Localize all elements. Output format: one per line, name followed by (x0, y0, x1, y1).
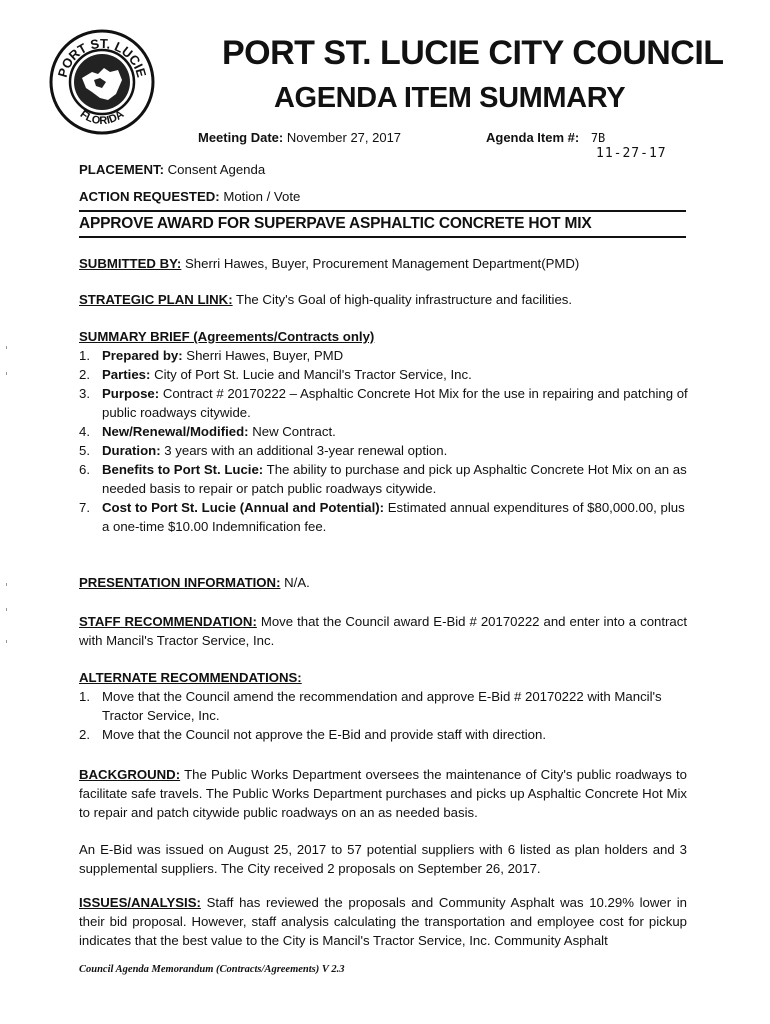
staff-recommendation-label: STAFF RECOMMENDATION: (79, 614, 257, 629)
summary-item-number: 7. (79, 500, 90, 515)
document-footer: Council Agenda Memorandum (Contracts/Agreements) V 2.3 (79, 964, 345, 975)
city-seal-logo (48, 28, 156, 136)
placement-label: PLACEMENT: (79, 162, 164, 177)
background-value: The Public Works Department oversees the maintenance of City's public roadways to facilitate safe travels. The Public Works Department purchases and picks up Asphaltic Concrete Hot Mix to repair and patch citywide public roadways on an as needed basis. (79, 767, 687, 820)
summary-item-5 (79, 441, 689, 460)
summary-heading (79, 327, 374, 346)
alternate-item-1 (79, 687, 689, 725)
alternate-item-text: Move that the Council not approve the E-Bid and provide staff with direction. (102, 727, 546, 742)
presentation-value: N/A. (284, 575, 310, 590)
summary-item-text: 3 years with an additional 3-year renewal option. (164, 443, 448, 458)
agenda-item-label: Agenda Item #: (486, 130, 580, 145)
issues-analysis-label: ISSUES/ANALYSIS: (79, 895, 201, 910)
strategic-plan-label: STRATEGIC PLAN LINK: (79, 292, 233, 307)
summary-item-number: 3. (79, 386, 90, 401)
summary-item-label: Benefits to Port St. Lucie: (102, 462, 264, 477)
issues-analysis-value: Staff has reviewed the proposals and Community Asphalt was 10.29% lower in their bid proposal. However, staff analysis calculating the transportation and employee cost for pickup indicates that the best value to the City is Mancil's Tractor Service, Inc. Community Asphalt (79, 895, 688, 948)
action-label: ACTION REQUESTED: (79, 189, 220, 204)
meeting-date-label: Meeting Date: (198, 130, 284, 145)
meeting-date (198, 130, 401, 145)
alternate-item-2 (79, 725, 689, 744)
seal-top-text: PORT ST. LUCIE (54, 35, 150, 79)
alternate-heading-text: ALTERNATE RECOMMENDATIONS: (79, 670, 302, 685)
summary-item-text: Contract # 20170222 – Asphaltic Concrete Hot Mix for the use in repairing and patching of public roadways citywide. (102, 386, 688, 420)
background-paragraph (79, 765, 687, 822)
page-subtitle: AGENDA ITEM SUMMARY (274, 82, 626, 114)
staff-recommendation-value: Move that the Council award E-Bid # 20170222 and enter into a contract with Mancil's Tractor Service, Inc. (79, 614, 688, 648)
summary-item-1 (79, 346, 689, 365)
summary-item-2 (79, 365, 689, 384)
seal-bottom-text: FLORIDA (77, 108, 127, 128)
summary-item-number: 4. (79, 424, 90, 439)
action-line (79, 187, 300, 206)
summary-heading-text: SUMMARY BRIEF (Agreements/Contracts only) (79, 329, 375, 344)
summary-item-text: The ability to purchase and pick up Asphaltic Concrete Hot Mix on an as needed basis to repair or patch public roadways citywide. (102, 462, 687, 496)
summary-item-3 (79, 384, 689, 422)
page-title: PORT ST. LUCIE CITY COUNCIL (222, 34, 724, 72)
issues-analysis (79, 893, 687, 950)
summary-item-number: 5. (79, 443, 90, 458)
banner-top-rule (79, 210, 686, 212)
svg-text:FLORIDA (78, 108, 127, 127)
summary-item-text: New Contract. (252, 424, 336, 439)
alternate-item-text: Move that the Council amend the recommendation and approve E-Bid # 20170222 with Mancil's Tractor Service, Inc. (102, 689, 662, 723)
scan-mark (6, 640, 7, 643)
background-paragraph-2: An E-Bid was issued on August 25, 2017 to 57 potential suppliers with 6 listed as plan holders and 3 supplemental suppliers. The City received 2 proposals on September 26, 2017. (79, 842, 687, 876)
submitted-by-label: SUBMITTED BY: (79, 256, 182, 271)
summary-item-text: Sherri Hawes, Buyer, PMD (186, 348, 344, 363)
alternate-item-number: 1. (79, 689, 90, 704)
scan-mark (6, 372, 7, 375)
item-banner-title: APPROVE AWARD FOR SUPERPAVE ASPHALTIC CONCRETE HOT MIX (79, 215, 592, 232)
placement-value: Consent Agenda (167, 162, 266, 177)
placement-line (79, 160, 265, 179)
staff-recommendation (79, 612, 687, 650)
agenda-item-value: 7B (590, 131, 606, 145)
banner-bottom-rule (79, 236, 686, 238)
summary-item-label: Prepared by: (102, 348, 183, 363)
scan-mark (6, 346, 7, 349)
meeting-date-value: November 27, 2017 (286, 130, 402, 145)
summary-list (79, 346, 689, 536)
presentation-line (79, 573, 310, 592)
summary-item-text: Estimated annual expenditures of $80,000.00, plus a one-time $10.00 Indemnification fee. (102, 500, 685, 534)
scan-mark (6, 608, 7, 611)
summary-item-label: Parties: (102, 367, 151, 382)
alternate-item-number: 2. (79, 727, 90, 742)
background-label: BACKGROUND: (79, 767, 181, 782)
action-value: Motion / Vote (223, 189, 301, 204)
scan-mark (6, 583, 7, 586)
handwritten-date-stamp: 11-27-17 (596, 146, 667, 161)
summary-item-7 (79, 498, 689, 536)
summary-item-label: Purpose: (102, 386, 160, 401)
summary-item-number: 1. (79, 348, 90, 363)
summary-item-4 (79, 422, 689, 441)
strategic-plan-value: The City's Goal of high-quality infrastructure and facilities. (236, 292, 573, 307)
summary-item-label: New/Renewal/Modified: (102, 424, 249, 439)
strategic-plan-line (79, 290, 572, 309)
summary-item-number: 6. (79, 462, 90, 477)
summary-item-label: Cost to Port St. Lucie (Annual and Potential): (102, 500, 385, 515)
summary-item-label: Duration: (102, 443, 161, 458)
submitted-by-value: Sherri Hawes, Buyer, Procurement Management Department(PMD) (185, 256, 580, 271)
presentation-label: PRESENTATION INFORMATION: (79, 575, 281, 590)
summary-item-6 (79, 460, 689, 498)
summary-item-number: 2. (79, 367, 90, 382)
summary-item-text: City of Port St. Lucie and Mancil's Tractor Service, Inc. (154, 367, 472, 382)
submitted-by-line (79, 254, 579, 273)
alternate-heading (79, 668, 302, 687)
agenda-item (486, 130, 605, 145)
alternate-list (79, 687, 689, 744)
